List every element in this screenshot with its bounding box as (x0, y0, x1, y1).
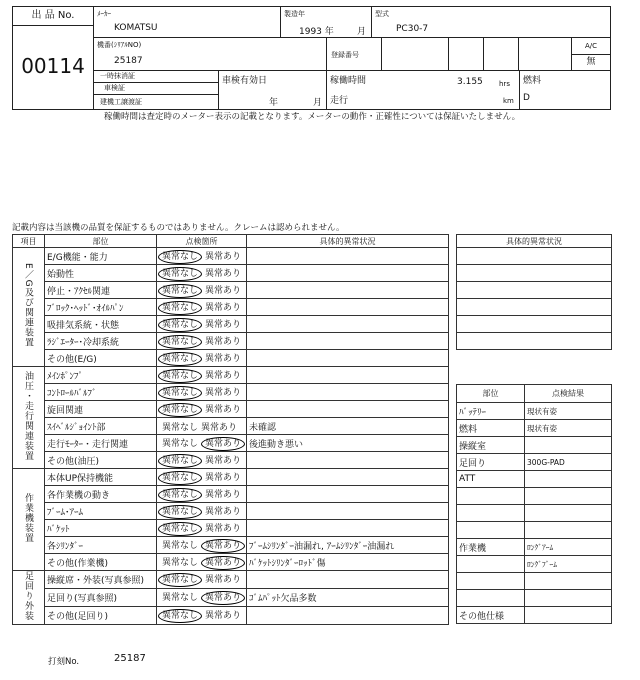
abnormal-mark: 異常あり (205, 336, 242, 347)
category-label: 足回り外装 (23, 571, 33, 621)
result-row (457, 539, 612, 556)
normal-mark: 異常なし (162, 540, 199, 551)
header-part: 部位 (45, 235, 157, 248)
check-cell (157, 469, 247, 486)
normal-mark: 異常なし (158, 488, 202, 502)
normal-mark: 異常なし (158, 352, 202, 366)
normal-mark: 異常なし (158, 386, 202, 400)
detail-cell (247, 367, 449, 384)
normal-mark: 異常なし (158, 335, 202, 349)
table-row (13, 333, 449, 350)
result-value: ﾛﾝｸﾞｱｰﾑ (525, 539, 612, 556)
temp-label: 一時抹消証 (100, 72, 135, 80)
year-label: 製造年 (284, 10, 305, 18)
part-cell: ｽｲﾍﾞﾙｼﾞｮｲﾝﾄ部 (45, 418, 157, 435)
result-part: その他仕様 (457, 607, 525, 624)
right-detail-row (457, 265, 612, 282)
ac-value-cell (571, 54, 611, 71)
detail-cell (247, 384, 449, 401)
result-part (457, 488, 525, 505)
category-label: 作業機装置 (23, 493, 33, 543)
engraved-value: 25187 (114, 653, 146, 664)
result-value: 300G-PAD (525, 454, 612, 471)
table-row (13, 537, 449, 554)
detail-cell (247, 333, 449, 350)
check-cell (157, 452, 247, 469)
maker-cell (93, 6, 281, 38)
result-part (457, 505, 525, 522)
year-value: 1993 年 (299, 27, 334, 37)
cert-label: 車検証 (104, 84, 125, 92)
check-cell (157, 367, 247, 384)
part-cell: 操縦席・外装(写真参照) (45, 571, 157, 589)
result-part: ﾊﾞｯﾃﾘｰ (457, 403, 525, 420)
result-value (525, 488, 612, 505)
normal-mark: 異常なし (158, 505, 202, 519)
detail-cell: 未確認 (247, 418, 449, 435)
year-cell (280, 6, 372, 38)
table-row (13, 367, 449, 384)
right-result-header: 点検結果 (525, 385, 612, 403)
abnormal-mark: 異常あり (205, 319, 242, 330)
detail-cell: ｺﾞﾑﾊﾟｯﾄ欠品多数 (247, 589, 449, 607)
normal-mark: 異常なし (158, 267, 202, 281)
part-cell: ﾒｲﾝﾎﾟﾝﾌﾟ (45, 367, 157, 384)
check-cell (157, 418, 247, 435)
detail-cell (247, 316, 449, 333)
table-row (13, 469, 449, 486)
detail-cell (247, 503, 449, 520)
right-detail-header: 具体的異常状況 (457, 235, 612, 248)
right-part-header: 部位 (457, 385, 525, 403)
result-part (457, 590, 525, 607)
result-row (457, 403, 612, 420)
abnormal-mark: 異常あり (205, 251, 242, 262)
result-value (525, 607, 612, 624)
lot-number: 00114 (21, 54, 85, 78)
table-row (13, 401, 449, 418)
part-cell: その他(油圧) (45, 452, 157, 469)
fuel-value: D (523, 93, 530, 103)
header-item: 項目 (13, 235, 45, 248)
result-part (457, 573, 525, 590)
month-label: 月 (357, 27, 367, 37)
result-part: 足回り (457, 454, 525, 471)
result-part: ATT (457, 471, 525, 488)
abnormal-mark: 異常あり (205, 523, 242, 534)
hours-cell (326, 70, 520, 110)
table-row (13, 589, 449, 607)
abnormal-mark: 異常あり (205, 370, 242, 381)
abnormal-mark: 異常あり (205, 404, 242, 415)
expiry-cell (218, 70, 327, 110)
result-part: 操縦室 (457, 437, 525, 454)
maker-value: KOMATSU (114, 23, 158, 33)
table-row (13, 554, 449, 571)
table-row (13, 520, 449, 537)
result-value: 現状有姿 (525, 420, 612, 437)
detail-cell (247, 401, 449, 418)
normal-mark: 異常なし (162, 557, 199, 568)
detail-cell (247, 469, 449, 486)
check-cell (157, 571, 247, 589)
disclaimer: 稼働時間は査定時のメーター表示の記載となります。メーターの動作・正確性については保証いたしません。 (104, 112, 521, 122)
result-value: ﾛﾝｸﾞﾌﾞｰﾑ (525, 556, 612, 573)
detail-cell (247, 571, 449, 589)
reg-label: 登録番号 (331, 51, 359, 59)
part-cell: ﾌﾞｰﾑ･ｱｰﾑ (45, 503, 157, 520)
result-value (525, 590, 612, 607)
result-row (457, 556, 612, 573)
result-value (525, 471, 612, 488)
table-row (13, 418, 449, 435)
normal-mark: 異常なし (162, 438, 199, 449)
reg-box-2 (448, 37, 484, 71)
result-row (457, 522, 612, 539)
check-cell (157, 401, 247, 418)
reg-label-cell (326, 37, 382, 71)
part-cell: その他(E/G) (45, 350, 157, 367)
result-row (457, 590, 612, 607)
result-part (457, 556, 525, 573)
check-cell (157, 435, 247, 452)
normal-mark: 異常なし (158, 301, 202, 315)
serial-value: 25187 (114, 56, 143, 66)
result-row (457, 420, 612, 437)
model-cell (371, 6, 611, 38)
check-cell (157, 282, 247, 299)
km-unit: km (503, 97, 514, 105)
table-row (13, 265, 449, 282)
part-cell: ﾌﾞﾛｯｸ･ﾍｯﾄﾞ･ｵｲﾙﾊﾟﾝ (45, 299, 157, 316)
abnormal-mark: 異常あり (201, 556, 245, 570)
check-cell (157, 554, 247, 571)
ac-label-cell (571, 37, 611, 55)
part-cell: 停止・ｱｸｾﾙ関連 (45, 282, 157, 299)
check-cell (157, 350, 247, 367)
part-cell: 旋回関連 (45, 401, 157, 418)
transfer-cell (93, 94, 219, 110)
part-cell: 各作業機の動き (45, 486, 157, 503)
category-hyd (13, 367, 45, 469)
hours-unit: hrs (499, 80, 510, 88)
right-detail-row (457, 333, 612, 350)
detail-cell (247, 248, 449, 265)
expiry-month: 月 (313, 98, 323, 108)
result-row (457, 488, 612, 505)
reg-box-1 (381, 37, 449, 71)
right-detail-row (457, 316, 612, 333)
right-detail-table (456, 234, 612, 350)
table-row (13, 299, 449, 316)
part-cell: 吸排気系統・状態 (45, 316, 157, 333)
part-cell: E/G機能・能力 (45, 248, 157, 265)
normal-mark: 異常なし (158, 250, 202, 264)
transfer-label: 建機工譲渡証 (100, 98, 142, 106)
expiry-year: 年 (269, 98, 279, 108)
abnormal-mark: 異常あり (201, 539, 245, 553)
check-cell (157, 503, 247, 520)
abnormal-mark: 異常あり (205, 353, 242, 364)
fuel-label: 燃料 (523, 76, 542, 86)
detail-cell (247, 452, 449, 469)
part-cell: その他(足回り) (45, 607, 157, 625)
detail-cell: 後進動き悪い (247, 435, 449, 452)
expiry-label: 車検有効日 (222, 76, 268, 86)
serial-cell (93, 37, 327, 71)
abnormal-mark: 異常あり (205, 455, 242, 466)
model-value: PC30-7 (396, 24, 429, 34)
result-part (457, 522, 525, 539)
abnormal-mark: 異常あり (205, 302, 242, 313)
result-value (525, 437, 612, 454)
detail-cell (247, 607, 449, 625)
serial-label: 機番(ｼﾘｱﾙNO) (97, 41, 142, 49)
result-value (525, 505, 612, 522)
detail-cell: ﾊﾞｹｯﾄｼﾘﾝﾀﾞｰﾛｯﾄﾞ傷 (247, 554, 449, 571)
result-row (457, 437, 612, 454)
table-row (13, 607, 449, 625)
table-row (13, 435, 449, 452)
result-value (525, 522, 612, 539)
result-row (457, 607, 612, 624)
table-row (13, 384, 449, 401)
table-row (13, 282, 449, 299)
part-cell: 始動性 (45, 265, 157, 282)
normal-mark: 異常なし (158, 454, 202, 468)
detail-cell (247, 486, 449, 503)
normal-mark: 異常なし (158, 573, 202, 587)
detail-cell (247, 265, 449, 282)
maker-label: ﾒｰｶｰ (97, 10, 111, 18)
result-value: 現状有姿 (525, 403, 612, 420)
result-part: 作業機 (457, 539, 525, 556)
result-row (457, 471, 612, 488)
result-value (525, 573, 612, 590)
detail-cell (247, 350, 449, 367)
abnormal-mark: 異常あり (201, 591, 245, 605)
normal-mark: 異常なし (158, 403, 202, 417)
category-work (13, 469, 45, 571)
detail-cell: ﾌﾞｰﾑｼﾘﾝﾀﾞｰ油漏れ, ｱｰﾑｼﾘﾝﾀﾞｰ油漏れ (247, 537, 449, 554)
detail-cell (247, 282, 449, 299)
normal-mark: 異常なし (162, 593, 199, 603)
abnormal-mark: 異常あり (201, 422, 238, 433)
part-cell: ﾗｼﾞｴｰﾀｰ･冷却系統 (45, 333, 157, 350)
check-cell (157, 520, 247, 537)
part-cell: ﾊﾞｹｯﾄ (45, 520, 157, 537)
normal-mark: 異常なし (158, 284, 202, 298)
result-row (457, 505, 612, 522)
table-row (13, 350, 449, 367)
part-cell: 足回り(写真参照) (45, 589, 157, 607)
abnormal-mark: 異常あり (205, 472, 242, 483)
lot-label: 出 品 No. (13, 7, 93, 26)
right-result-table (456, 384, 612, 624)
notice: 記載内容は当該機の品質を保証するものではありません。クレームは認められません。 (12, 223, 345, 233)
inspection-table (12, 234, 449, 625)
travel-label: 走行 (330, 96, 349, 106)
category-label: 油圧・走行関連装置 (23, 371, 33, 461)
check-cell (157, 248, 247, 265)
part-cell: 走行ﾓｰﾀｰ・走行関連 (45, 435, 157, 452)
model-label: 型式 (375, 10, 389, 18)
table-row (13, 316, 449, 333)
right-detail-row (457, 299, 612, 316)
part-cell: ｺﾝﾄﾛｰﾙﾊﾞﾙﾌﾞ (45, 384, 157, 401)
check-cell (157, 316, 247, 333)
table-row (13, 503, 449, 520)
ac-label: A/C (584, 42, 598, 50)
result-row (457, 454, 612, 471)
detail-cell (247, 299, 449, 316)
abnormal-mark: 異常あり (205, 489, 242, 500)
category-foot (13, 571, 45, 625)
abnormal-mark: 異常あり (205, 268, 242, 279)
right-detail-row (457, 248, 612, 265)
normal-mark: 異常なし (158, 471, 202, 485)
check-cell (157, 537, 247, 554)
table-header-row (13, 235, 449, 248)
reg-box-4 (518, 37, 572, 71)
abnormal-mark: 異常あり (205, 575, 242, 585)
ac-value: 無 (586, 57, 596, 67)
hours-label: 稼働時間 (330, 76, 367, 86)
reg-box-3 (483, 37, 519, 71)
category-eg (13, 248, 45, 367)
header-detail: 具体的異常状況 (247, 235, 449, 248)
header-check: 点検箇所 (157, 235, 247, 248)
check-cell (157, 333, 247, 350)
result-row (457, 573, 612, 590)
engraved-label: 打刻No. (48, 657, 80, 667)
normal-mark: 異常なし (158, 369, 202, 383)
fuel-cell (519, 70, 611, 110)
part-cell: 各ｼﾘﾝﾀﾞｰ (45, 537, 157, 554)
right-detail-row (457, 282, 612, 299)
abnormal-mark: 異常あり (205, 285, 242, 296)
check-cell (157, 607, 247, 625)
abnormal-mark: 異常あり (205, 611, 242, 621)
category-label: E／G及び関連装置 (23, 263, 33, 348)
part-cell: 本体UP保持機能 (45, 469, 157, 486)
abnormal-mark: 異常あり (205, 506, 242, 517)
table-row (13, 452, 449, 469)
table-row (13, 248, 449, 265)
table-row (13, 486, 449, 503)
normal-mark: 異常なし (162, 422, 199, 433)
table-row (13, 571, 449, 589)
hours-value: 3.155 (457, 77, 483, 87)
check-cell (157, 299, 247, 316)
normal-mark: 異常なし (158, 522, 202, 536)
check-cell (157, 486, 247, 503)
normal-mark: 異常なし (158, 609, 202, 623)
abnormal-mark: 異常あり (205, 387, 242, 398)
detail-cell (247, 520, 449, 537)
check-cell (157, 589, 247, 607)
abnormal-mark: 異常あり (201, 437, 245, 451)
result-part: 燃料 (457, 420, 525, 437)
check-cell (157, 384, 247, 401)
lot-box (12, 6, 94, 110)
normal-mark: 異常なし (158, 318, 202, 332)
part-cell: その他(作業機) (45, 554, 157, 571)
check-cell (157, 265, 247, 282)
